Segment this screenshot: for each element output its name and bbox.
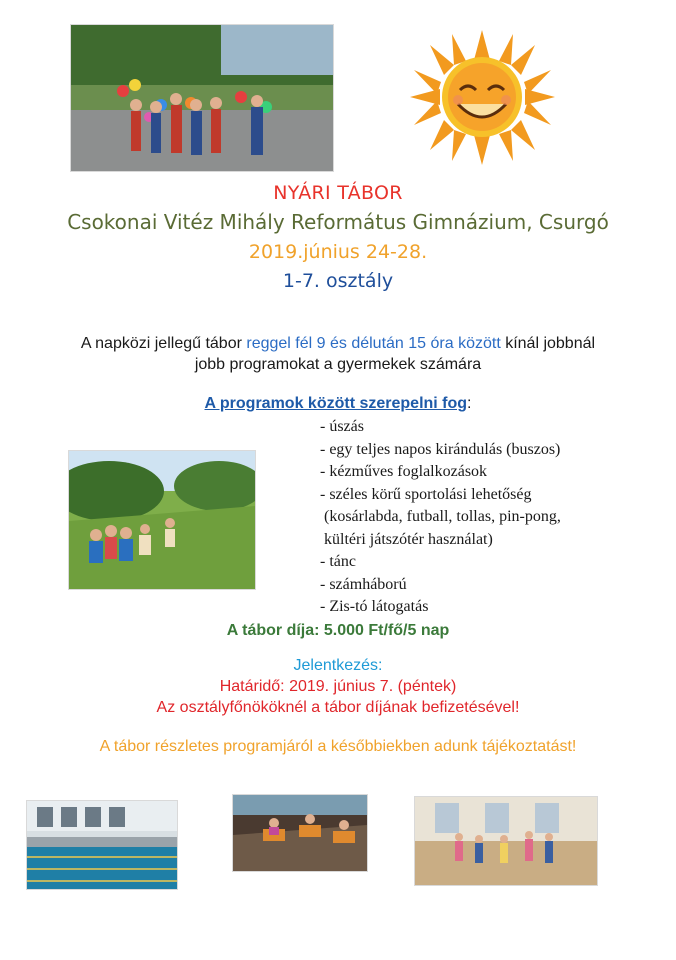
camp-dates: 2019.június 24-28. [248, 241, 428, 263]
programs-heading [0, 395, 676, 413]
intro-line-1 [0, 333, 676, 354]
photo-children-ride [232, 794, 368, 872]
registration-title: Jelentkezés: [293, 657, 383, 674]
program-item-lake-visit: - Zis-tó látogatás [320, 598, 429, 615]
photo-dance-hall [414, 796, 598, 886]
programs-heading-text: A programok között szerepelni fog [204, 395, 468, 412]
intro-text-start: A napközi jellegű tábor [80, 335, 247, 352]
sun-icon [410, 30, 555, 165]
program-item-dance: - tánc [320, 553, 356, 570]
photo-swimming-pool [26, 800, 178, 890]
intro-time-highlight: reggel fél 9 és délután 15 óra között [246, 335, 501, 352]
program-item-sports-detail-1: (kosárlabda, futball, tollas, pin-pong, [320, 508, 561, 525]
school-name: Csokonai Vitéz Mihály Református Gimnázium, Csurgó [67, 210, 609, 234]
intro-line-2: jobb programokat a gyermekek számára [194, 356, 482, 373]
program-item-crafts: - kézműves foglalkozások [320, 463, 488, 480]
program-item-excursion: - egy teljes napos kirándulás (buszos) [320, 440, 561, 458]
info-note: A tábor részletes programjáról a későbbiekben adunk tájékoztatást! [99, 738, 577, 755]
program-item-war-game: - számháború [320, 575, 407, 593]
program-item-sports-detail-2: kültéri játszótér használat) [320, 530, 493, 548]
photo-children-grass [68, 450, 256, 590]
photo-children-balloons [70, 24, 334, 172]
program-item-sports: - széles körű sportolási lehetőség [320, 485, 532, 503]
programs-list [320, 416, 561, 619]
grade-range: 1-7. osztály [282, 270, 394, 292]
intro-text-end: kínál jobbnál [500, 335, 596, 352]
program-item-swimming: - úszás [320, 418, 364, 435]
registration-note: Az osztályfőnököknél a tábor díjának befizetésével! [156, 699, 520, 716]
programs-heading-colon: : [467, 395, 472, 412]
registration-deadline: Határidő: 2019. június 7. (péntek) [219, 678, 457, 695]
camp-title: NYÁRI TÁBOR [273, 182, 403, 204]
camp-fee: A tábor díja: 5.000 Ft/fő/5 nap [226, 622, 450, 639]
